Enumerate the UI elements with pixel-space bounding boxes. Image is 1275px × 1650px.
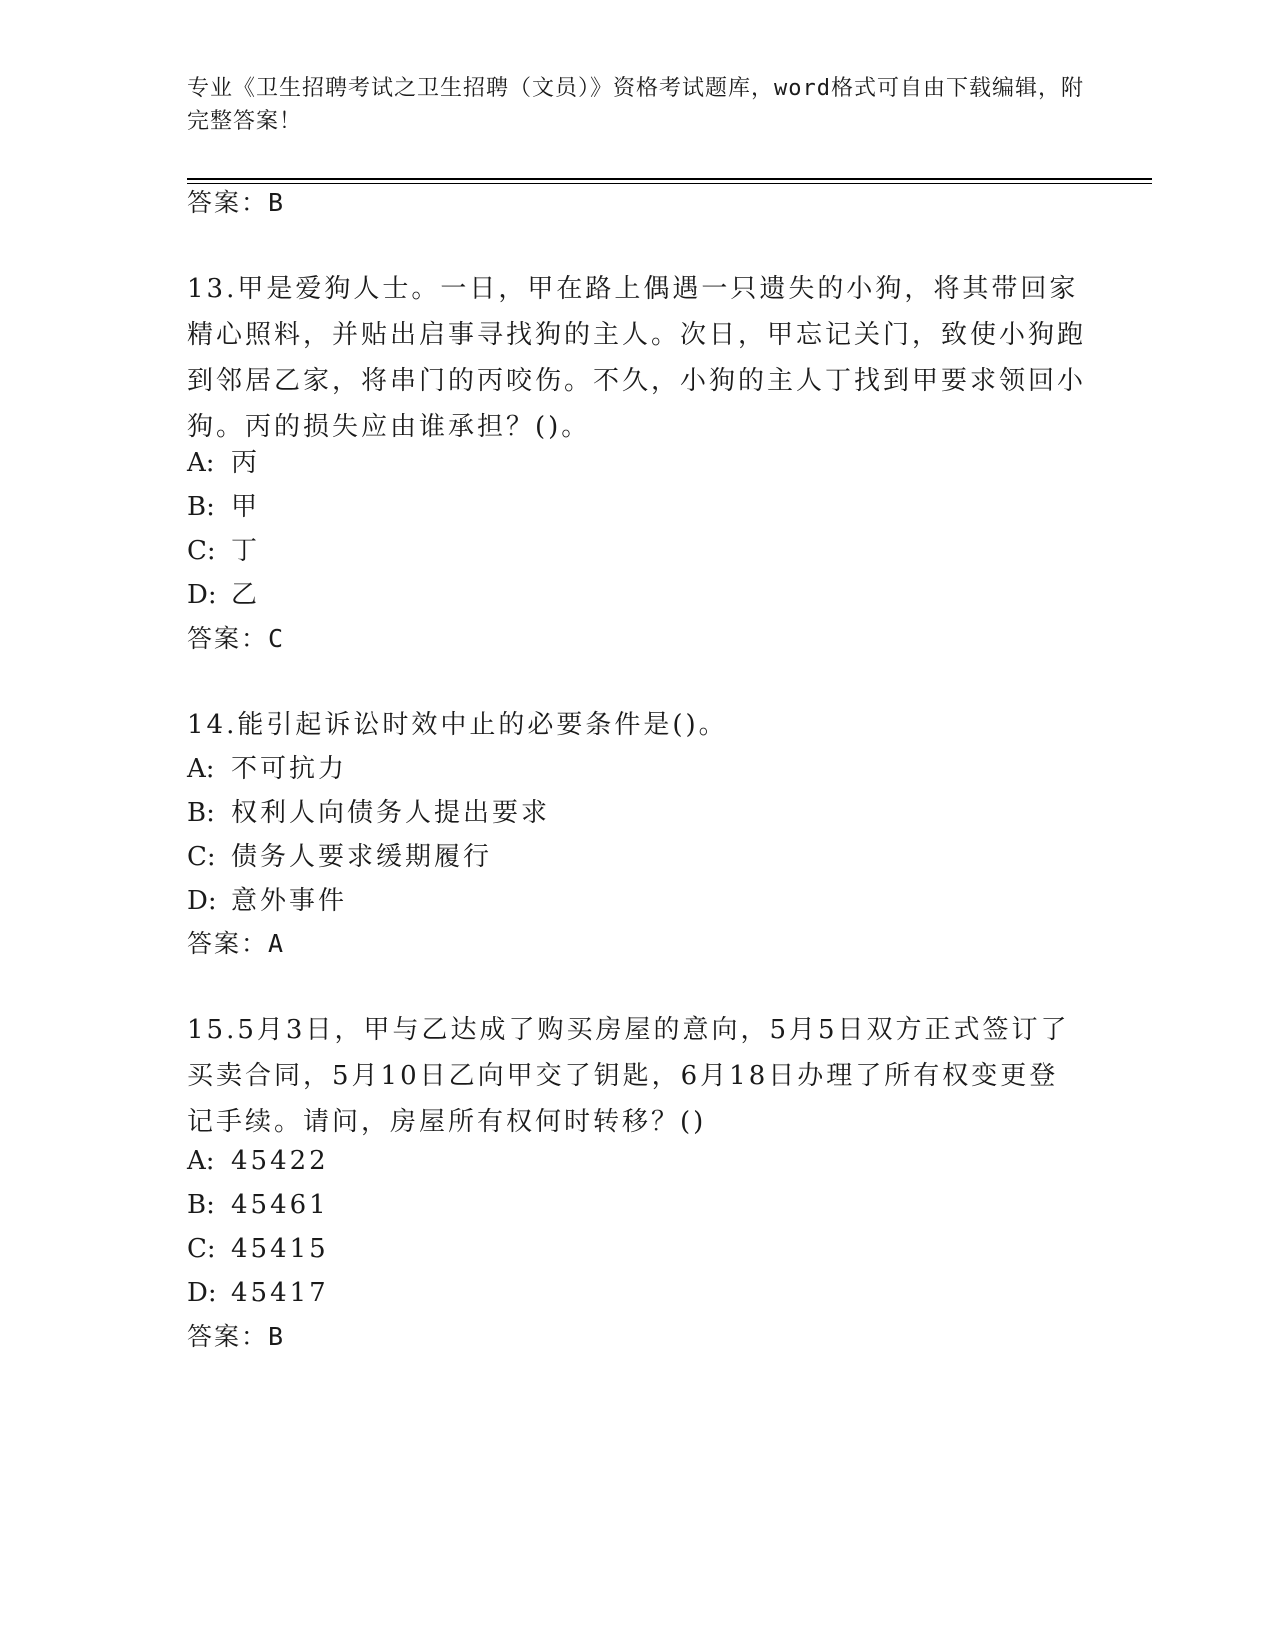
question-number: 13. <box>187 274 238 304</box>
option-label: D: <box>187 886 217 916</box>
question-13-option-b <box>187 491 260 523</box>
question-15-text <box>187 1007 1087 1145</box>
option-text: 乙 <box>231 580 261 610</box>
question-13-text <box>187 266 1087 450</box>
option-text: 丁 <box>231 536 261 566</box>
question-number: 15. <box>187 1015 238 1045</box>
question-14-option-b <box>187 797 550 829</box>
option-text: 不可抗力 <box>231 754 348 784</box>
option-text: 丙 <box>231 448 261 478</box>
answer-label: 答案： <box>187 624 269 653</box>
option-label: C: <box>187 842 216 872</box>
option-text: 意外事件 <box>231 886 348 916</box>
prev-answer <box>187 188 283 218</box>
option-label: B: <box>187 492 215 522</box>
answer-label: 答案： <box>187 1322 269 1351</box>
answer-label: 答案： <box>187 929 269 958</box>
header-divider-thin <box>187 183 1152 184</box>
question-14-text <box>187 702 1087 748</box>
option-label: D: <box>187 580 217 610</box>
option-label: C: <box>187 1234 216 1264</box>
answer-value: B <box>268 1322 284 1351</box>
question-13-option-a <box>187 447 260 479</box>
question-15-answer <box>187 1322 283 1352</box>
question-14-answer <box>187 929 283 959</box>
question-13-option-d <box>187 579 260 611</box>
question-15-option-b <box>187 1189 329 1221</box>
header-divider-thick <box>187 178 1152 180</box>
question-14-option-d <box>187 885 347 917</box>
option-text: 45422 <box>231 1146 329 1176</box>
question-body: 5月3日，甲与乙达成了购买房屋的意向，5月5日双方正式签订了买卖合同，5月10日乙向甲交了钥匙，6月18日办理了所有权变更登记手续。请问，房屋所有权何时转移？() <box>187 1015 1070 1137</box>
option-label: D: <box>187 1278 217 1308</box>
answer-value: A <box>268 929 284 958</box>
option-label: A: <box>187 448 215 478</box>
question-body: 甲是爱狗人士。一日，甲在路上偶遇一只遗失的小狗，将其带回家精心照料，并贴出启事寻找狗的主人。次日，甲忘记关门，致使小狗跑到邻居乙家，将串门的丙咬伤。不久，小狗的主人丁找到甲要求领回小狗。丙的损失应由谁承担？()。 <box>187 274 1087 442</box>
answer-value: B <box>268 188 284 217</box>
option-text: 45415 <box>231 1234 329 1264</box>
question-13-option-c <box>187 535 260 567</box>
question-15-option-c <box>187 1233 329 1265</box>
question-number: 14. <box>187 710 238 740</box>
answer-label: 答案： <box>187 188 269 217</box>
option-label: A: <box>187 754 215 784</box>
answer-value: C <box>268 624 284 653</box>
option-label: C: <box>187 536 216 566</box>
option-label: A: <box>187 1146 215 1176</box>
option-text: 债务人要求缓期履行 <box>231 842 493 872</box>
document-header: 专业《卫生招聘考试之卫生招聘（文员）》资格考试题库，word格式可自由下载编辑，附完整答案！ <box>187 76 1084 134</box>
option-text: 45417 <box>231 1278 329 1308</box>
option-text: 权利人向债务人提出要求 <box>231 798 551 828</box>
option-text: 甲 <box>231 492 261 522</box>
option-label: B: <box>187 798 215 828</box>
question-15-option-d <box>187 1277 329 1309</box>
option-label: B: <box>187 1190 215 1220</box>
question-14-option-c <box>187 841 492 873</box>
question-13-answer <box>187 624 283 654</box>
option-text: 45461 <box>231 1190 329 1220</box>
question-15-option-a <box>187 1145 329 1177</box>
question-body: 能引起诉讼时效中止的必要条件是()。 <box>237 710 728 740</box>
question-14-option-a <box>187 753 347 785</box>
